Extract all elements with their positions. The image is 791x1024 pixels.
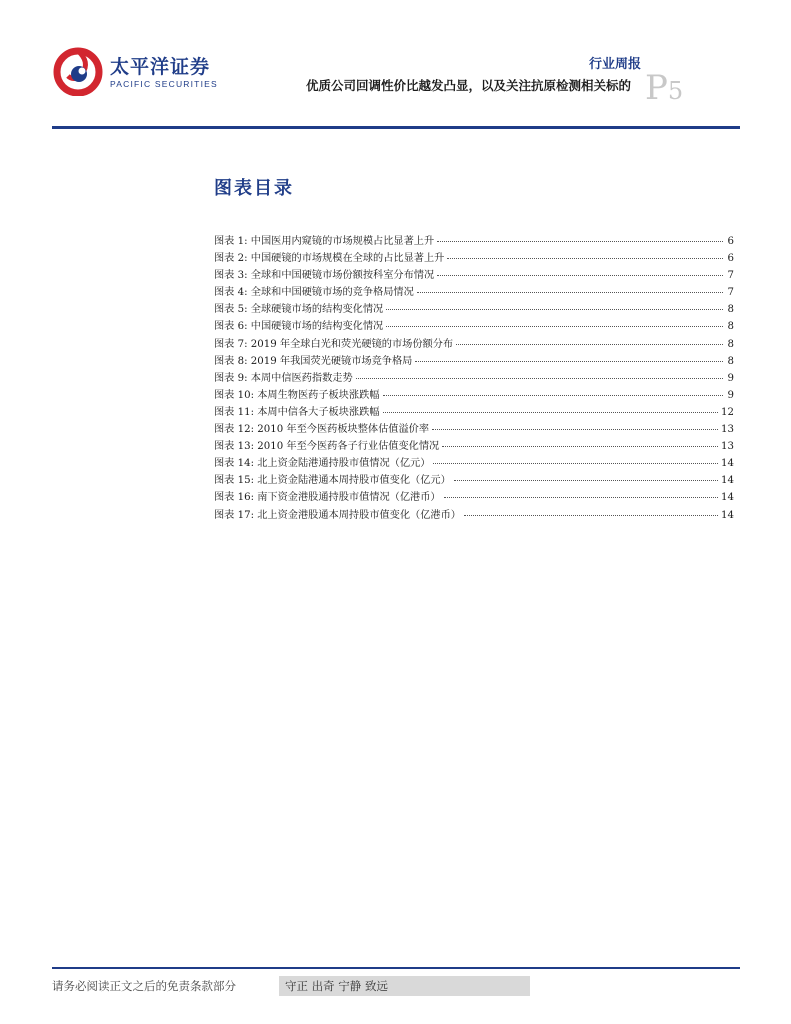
toc-entry-label: 图表 3: 全球和中国硬镜市场份额按科室分布情况 bbox=[214, 270, 435, 282]
toc-entry-page: 9 bbox=[727, 372, 734, 384]
toc-entry-page: 8 bbox=[727, 304, 734, 316]
toc-entry[interactable] bbox=[214, 437, 734, 454]
toc-leader-dots bbox=[444, 497, 718, 498]
toc-entry[interactable] bbox=[214, 369, 734, 386]
toc-entry[interactable] bbox=[214, 488, 734, 505]
toc-entry-label: 图表 6: 中国硬镜市场的结构变化情况 bbox=[214, 321, 384, 333]
toc-title: 图表目录 bbox=[214, 178, 294, 199]
toc-entry[interactable] bbox=[214, 352, 734, 369]
toc-entry-label: 图表 8: 2019 年我国荧光硬镜市场竞争格局 bbox=[214, 355, 413, 367]
toc-entry-label: 图表 13: 2010 年至今医药各子行业估值变化情况 bbox=[214, 441, 440, 453]
toc-leader-dots bbox=[383, 412, 719, 413]
toc-entry-label: 图表 15: 北上资金陆港通本周持股市值变化（亿元） bbox=[214, 475, 451, 487]
toc-entry-page: 13 bbox=[721, 441, 734, 453]
toc-entry-page: 9 bbox=[727, 389, 734, 401]
toc-entry-label: 图表 10: 本周生物医药子板块涨跌幅 bbox=[214, 389, 380, 401]
disclaimer-notice: 请务必阅读正文之后的免责条款部分 bbox=[52, 979, 236, 993]
toc-entry[interactable] bbox=[214, 283, 734, 300]
toc-leader-dots bbox=[433, 463, 718, 464]
toc-entry-page: 6 bbox=[727, 253, 734, 265]
toc-leader-dots bbox=[437, 275, 723, 276]
toc-entry-page: 8 bbox=[727, 321, 734, 333]
toc-entry-page: 14 bbox=[721, 475, 734, 487]
toc-entry-page: 7 bbox=[727, 287, 734, 299]
toc-entry-label: 图表 5: 全球硬镜市场的结构变化情况 bbox=[214, 304, 384, 316]
toc-leader-dots bbox=[456, 344, 723, 345]
toc-entry-label: 图表 4: 全球和中国硬镜市场的竞争格局情况 bbox=[214, 287, 414, 299]
toc-leader-dots bbox=[464, 515, 718, 516]
toc-entry[interactable] bbox=[214, 232, 734, 249]
toc-leader-dots bbox=[386, 309, 723, 310]
toc-entry[interactable] bbox=[214, 266, 734, 283]
toc-leader-dots bbox=[415, 361, 723, 362]
toc-entry-page: 6 bbox=[727, 236, 734, 247]
page-letter: P bbox=[645, 68, 668, 108]
company-motto: 守正 出奇 宁静 致远 bbox=[279, 976, 530, 996]
pacific-securities-logo-icon bbox=[52, 44, 104, 96]
toc-entry-label: 图表 11: 本周中信各大子板块涨跌幅 bbox=[214, 406, 380, 418]
toc-leader-dots bbox=[417, 292, 723, 293]
toc-entry[interactable] bbox=[214, 249, 734, 266]
footer-divider bbox=[52, 967, 740, 969]
logo-english-name: PACIFIC SECURITIES bbox=[110, 79, 218, 89]
toc-entry[interactable] bbox=[214, 420, 734, 437]
company-logo bbox=[52, 44, 222, 96]
toc-leader-dots bbox=[442, 446, 718, 447]
toc-entry-page: 14 bbox=[721, 509, 734, 521]
toc-leader-dots bbox=[432, 429, 718, 430]
toc-entry-page: 14 bbox=[721, 492, 734, 504]
toc-entry-label: 图表 16: 南下资金港股通持股市值情况（亿港币） bbox=[214, 492, 441, 504]
toc-entry-label: 图表 2: 中国硬镜的市场规模在全球的占比显著上升 bbox=[214, 253, 445, 265]
toc-entry-page: 7 bbox=[727, 270, 734, 282]
page-number bbox=[645, 68, 683, 108]
toc-entry-label: 图表 7: 2019 年全球白光和荧光硬镜的市场份额分布 bbox=[214, 338, 454, 350]
toc-entry-page: 8 bbox=[727, 355, 734, 367]
toc-entry-label: 图表 1: 中国医用内窥镜的市场规模占比显著上升 bbox=[214, 236, 435, 247]
toc-entry[interactable] bbox=[214, 335, 734, 352]
page-number-value: 5 bbox=[667, 77, 684, 105]
toc-entry-page: 13 bbox=[721, 424, 734, 436]
toc-entry[interactable] bbox=[214, 403, 734, 420]
toc-entry-label: 图表 14: 北上资金陆港通持股市值情况（亿元） bbox=[214, 458, 431, 470]
toc-entry[interactable] bbox=[214, 317, 734, 334]
toc-leader-dots bbox=[356, 378, 723, 379]
report-type: 行业周报 bbox=[588, 57, 641, 72]
toc-leader-dots bbox=[383, 395, 724, 396]
toc-entry-page: 8 bbox=[727, 338, 734, 350]
header-divider bbox=[52, 126, 740, 129]
toc-entry[interactable] bbox=[214, 506, 734, 523]
toc-leader-dots bbox=[437, 241, 723, 242]
toc-leader-dots bbox=[447, 258, 723, 259]
toc-entry[interactable] bbox=[214, 471, 734, 488]
toc-entry[interactable] bbox=[214, 454, 734, 471]
toc-entry[interactable] bbox=[214, 386, 734, 403]
toc-entry[interactable] bbox=[214, 300, 734, 317]
report-title: 优质公司回调性价比越发凸显，以及关注抗原检测相关标的 bbox=[305, 78, 631, 93]
toc-leader-dots bbox=[386, 326, 723, 327]
toc-entry-label: 图表 12: 2010 年至今医药板块整体估值溢价率 bbox=[214, 424, 430, 436]
toc-entry-page: 12 bbox=[721, 406, 734, 418]
toc-entry-label: 图表 17: 北上资金港股通本周持股市值变化（亿港币） bbox=[214, 509, 461, 521]
toc-entry-page: 14 bbox=[721, 458, 734, 470]
toc-list bbox=[214, 232, 734, 523]
logo-chinese-name: 太平洋证券 bbox=[110, 56, 211, 78]
toc-leader-dots bbox=[454, 480, 718, 481]
toc-entry-label: 图表 9: 本周中信医药指数走势 bbox=[214, 372, 353, 384]
